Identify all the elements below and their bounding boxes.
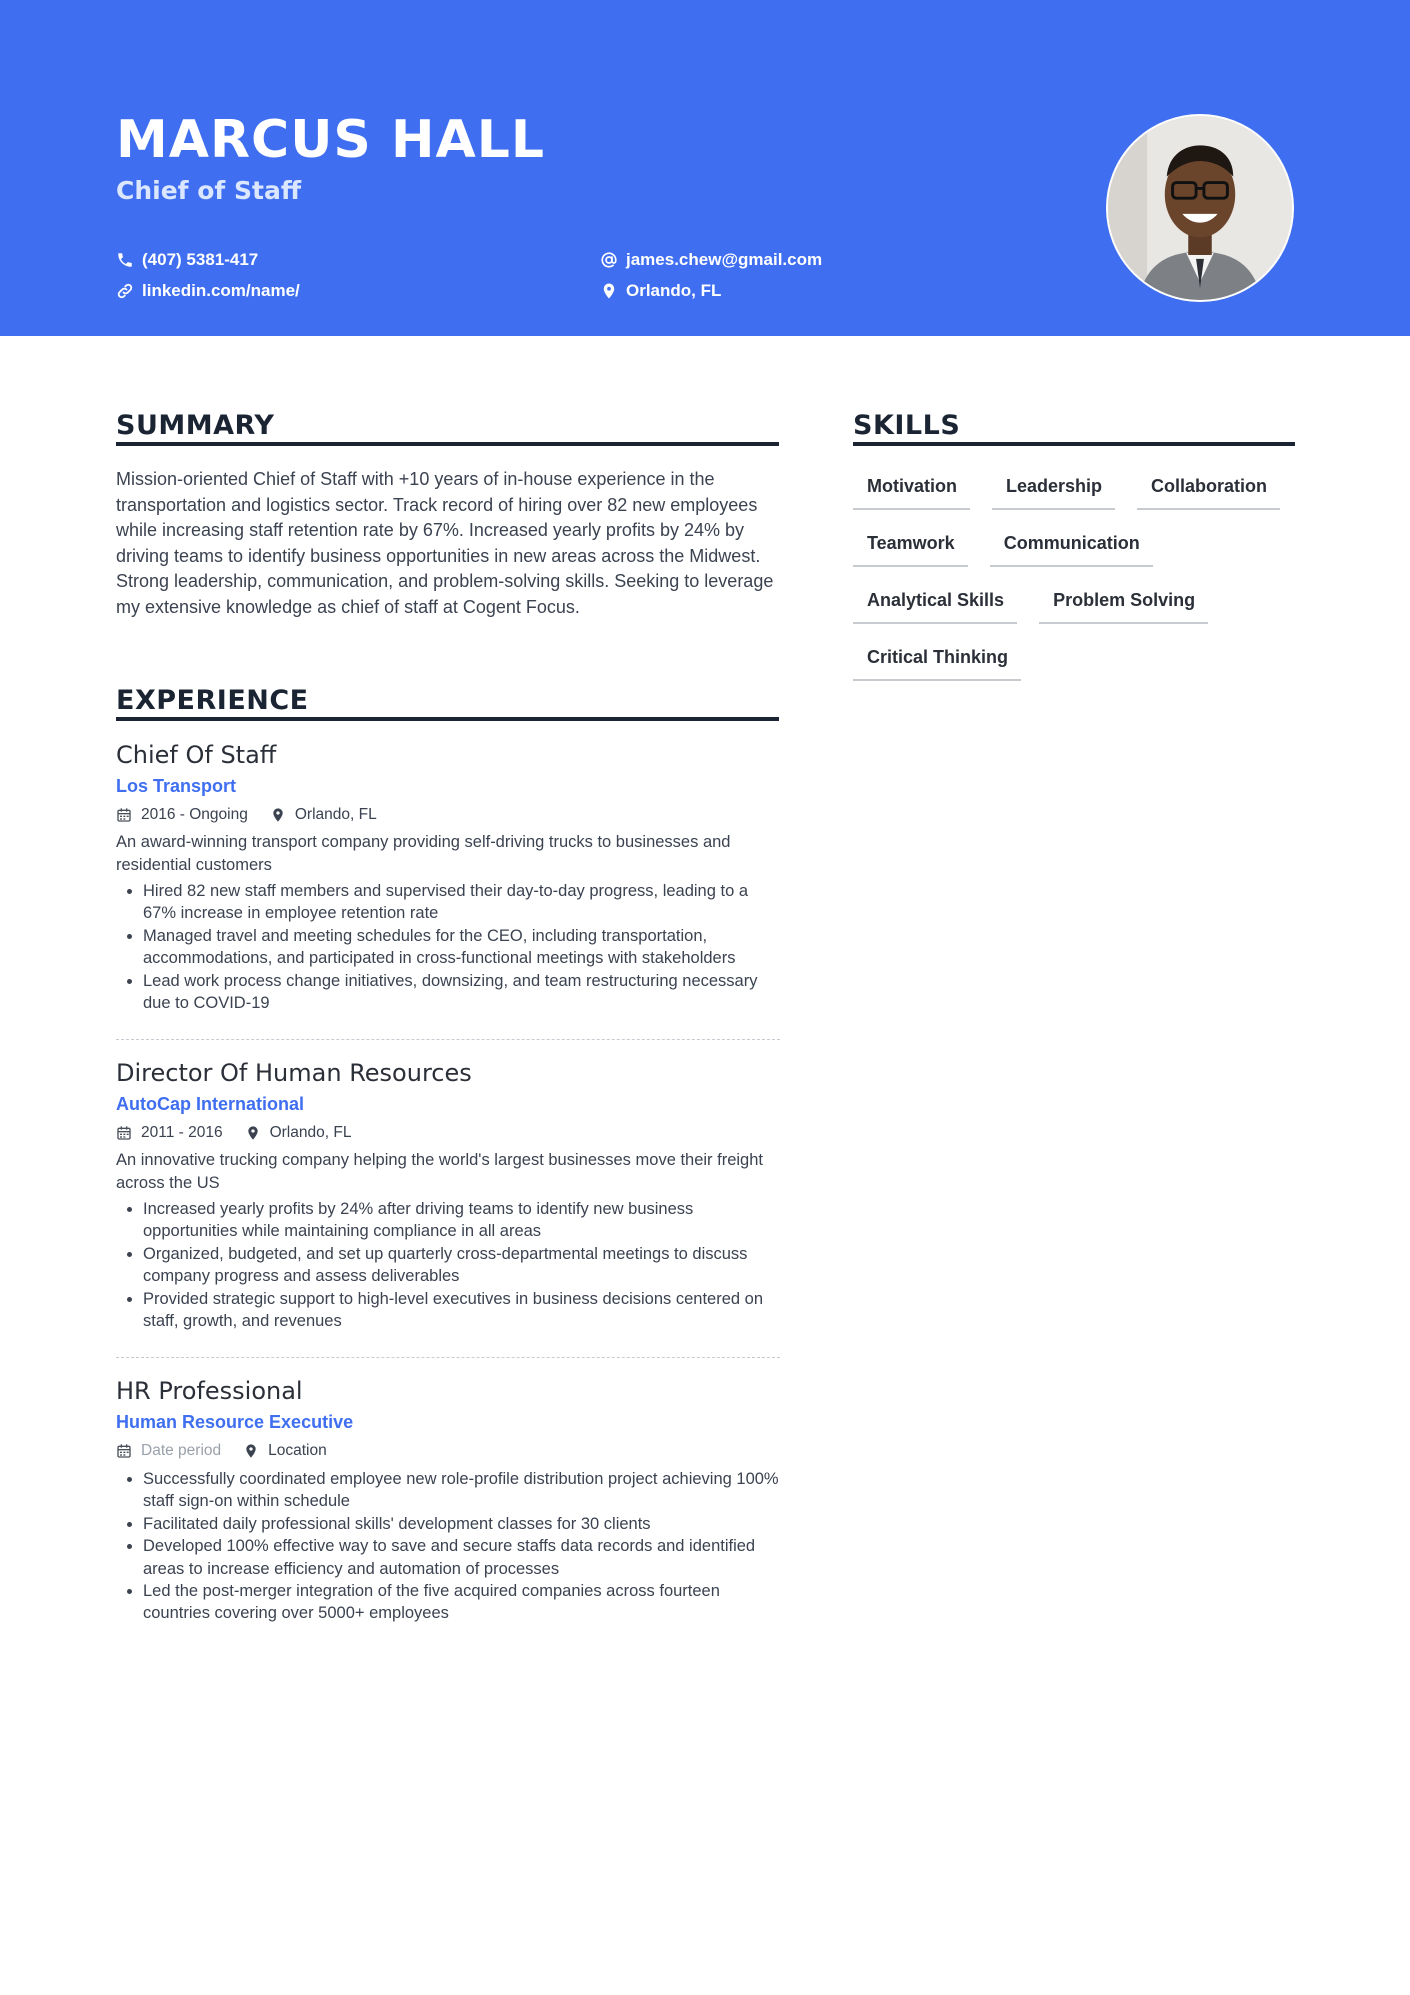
job-meta: [116, 1120, 780, 1146]
achievement-list: [116, 1198, 780, 1332]
job-title: HR Professional: [116, 1377, 303, 1405]
at-sign-icon: [600, 251, 618, 269]
experience-heading: EXPERIENCE: [116, 685, 309, 716]
job-title: Director Of Human Resources: [116, 1059, 472, 1087]
map-pin-icon: [600, 282, 618, 300]
experience-entry-3: [116, 1375, 780, 1625]
job-dates: [116, 806, 248, 824]
experience-rule: [116, 717, 779, 721]
job-location-text: Orlando, FL: [269, 1124, 352, 1141]
summary-heading: SUMMARY: [116, 410, 275, 441]
company-name[interactable]: Human Resource Executive: [116, 1412, 354, 1432]
profile-photo: [1106, 114, 1294, 302]
summary-text: Mission-oriented Chief of Staff with +10 years of in-house experience in the transportation and logistics sector. Track record of hiring over 82 new employees while increasing staff retention rate by 67%. Increased yearly profits by 24% by driving teams to identify business opportunities in new areas across the Midwest. Strong leadership, communication, and problem-solving skills. Seeking to leverage my extensive knowledge as chief of staff at Cogent Focus.: [116, 469, 774, 617]
skills-rule: [853, 442, 1295, 446]
achievement-list: [116, 1468, 780, 1625]
achievement-item: • Hired 82 new staff members and supervised their day-to-day progress, leading to a 67% increase in employee retention rate: [143, 880, 780, 925]
skill-tag: Critical Thinking: [853, 631, 1021, 681]
map-pin-icon: [270, 807, 286, 823]
calendar-icon: [116, 807, 132, 823]
resume-header: [0, 0, 1410, 336]
job-dates-text: Date period: [141, 1442, 222, 1459]
company-description: An award-winning transport company providing self-driving trucks to businesses and residential customers: [116, 833, 731, 874]
company-name[interactable]: AutoCap International: [116, 1094, 304, 1114]
achievement-item: • Provided strategic support to high-level executives in business decisions centered on staff, growth, and revenues: [143, 1288, 780, 1333]
calendar-icon: [116, 1443, 132, 1459]
experience-entry-1: [116, 739, 780, 1014]
job-meta: [116, 1438, 780, 1464]
skill-tag: Teamwork: [853, 517, 968, 567]
entry-divider: [116, 1357, 780, 1358]
summary-rule: [116, 442, 779, 446]
job-location-text: Location: [268, 1442, 327, 1459]
job-dates: [116, 1124, 223, 1142]
job-title: Chief Of Staff: [116, 741, 277, 769]
entry-divider: [116, 1039, 780, 1040]
map-pin-icon: [243, 1443, 259, 1459]
skills-list: [853, 460, 1301, 688]
skills-row: [853, 517, 1301, 574]
skills-row: [853, 460, 1301, 517]
job-dates: [116, 1442, 221, 1460]
job-location: [270, 806, 377, 824]
job-meta: [116, 802, 780, 828]
skill-tag: Communication: [990, 517, 1153, 567]
achievement-item: • Facilitated daily professional skills' development classes for 30 clients: [143, 1513, 780, 1535]
phone-text: (407) 5381-417: [142, 250, 259, 269]
map-pin-icon: [245, 1125, 261, 1141]
email-text: james.chew@gmail.com: [626, 250, 823, 269]
skill-tag: Collaboration: [1137, 460, 1280, 510]
achievement-list: [116, 880, 780, 1014]
candidate-name: MARCUS HALL: [116, 110, 546, 170]
skills-row: [853, 574, 1301, 631]
location-text: Orlando, FL: [626, 281, 722, 300]
location-contact: [600, 278, 721, 304]
candidate-title: Chief of Staff: [116, 176, 302, 205]
achievement-item: • Successfully coordinated employee new role-profile distribution project achieving 100% staff sign-on within schedule: [143, 1468, 780, 1513]
company-description: An innovative trucking company helping the world's largest businesses move their freight across the US: [116, 1151, 763, 1192]
job-dates-text: 2011 - 2016: [141, 1124, 223, 1141]
achievement-item: • Managed travel and meeting schedules for the CEO, including transportation, accommodations, and participated in cross-functional meetings with stakeholders: [143, 925, 780, 970]
skill-tag: Leadership: [992, 460, 1115, 510]
link-icon: [116, 282, 134, 300]
experience-entry-2: [116, 1057, 780, 1332]
achievement-item: • Developed 100% effective way to save and secure staffs data records and identified areas to increase efficiency and automation of processes: [143, 1535, 780, 1580]
skill-tag: Motivation: [853, 460, 970, 510]
achievement-item: • Increased yearly profits by 24% after driving teams to identify new business opportunities while maintaining compliance in all areas: [143, 1198, 780, 1243]
job-location: [243, 1442, 327, 1460]
skill-tag: Problem Solving: [1039, 574, 1208, 624]
email-contact[interactable]: [600, 247, 822, 273]
phone-contact[interactable]: [116, 247, 258, 273]
achievement-item: • Organized, budgeted, and set up quarterly cross-departmental meetings to discuss company progress and assess deliverables: [143, 1243, 780, 1288]
job-dates-text: 2016 - Ongoing: [141, 806, 248, 823]
skills-row: [853, 631, 1301, 688]
website-contact[interactable]: [116, 278, 300, 304]
achievement-item: • Lead work process change initiatives, downsizing, and team restructuring necessary due to COVID-19: [143, 970, 780, 1015]
job-location: [245, 1124, 352, 1142]
company-name[interactable]: Los Transport: [116, 776, 237, 796]
website-text: linkedin.com/name/: [142, 281, 300, 300]
skill-tag: Analytical Skills: [853, 574, 1017, 624]
phone-icon: [116, 251, 134, 269]
calendar-icon: [116, 1125, 132, 1141]
skills-heading: SKILLS: [853, 410, 961, 441]
achievement-item: • Led the post-merger integration of the five acquired companies across fourteen countries covering over 5000+ employees: [143, 1580, 780, 1625]
job-location-text: Orlando, FL: [294, 806, 377, 823]
